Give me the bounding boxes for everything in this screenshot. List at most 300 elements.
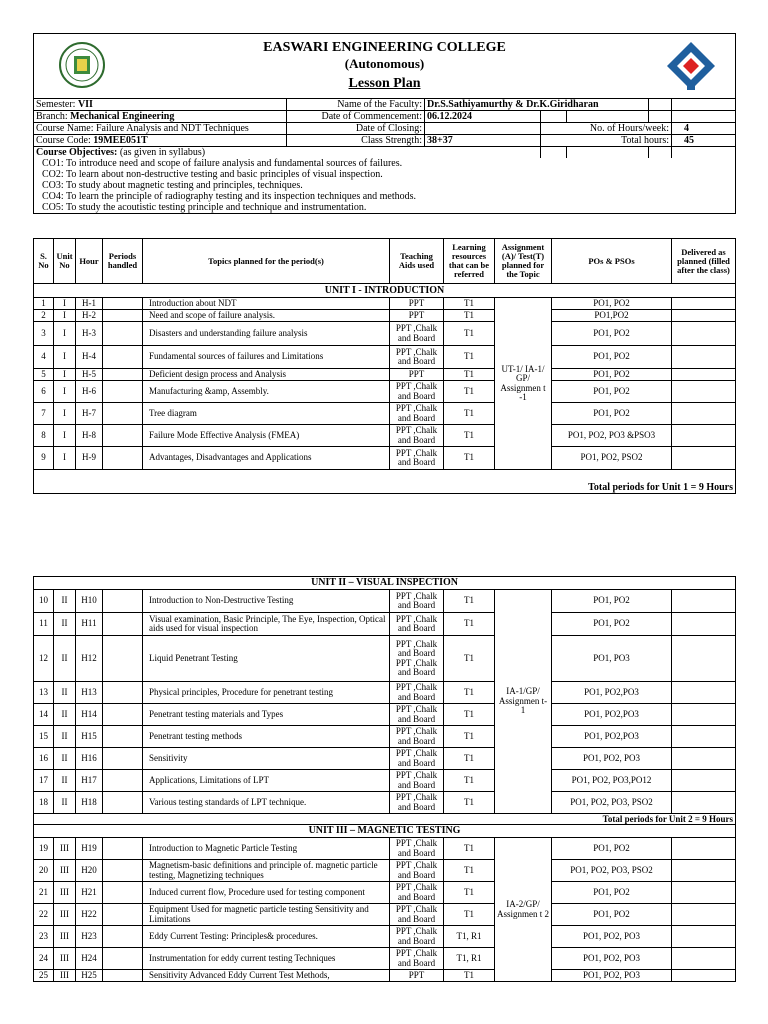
topic-cell: Sensitivity Advanced Eddy Current Test Methods, xyxy=(143,970,390,982)
pos-cell: PO1, PO2, PSO2 xyxy=(552,447,672,470)
sno-cell: 17 xyxy=(34,770,54,792)
table-row xyxy=(34,792,736,814)
pos-cell: PO1, PO2, PO3, PSO2 xyxy=(552,860,672,882)
sno-cell: 24 xyxy=(34,948,54,970)
periods-cell xyxy=(103,860,143,882)
resources-cell: T1 xyxy=(444,748,495,770)
topic-cell: Induced current flow, Procedure used for testing component xyxy=(143,882,390,904)
delivered-cell xyxy=(672,346,736,369)
unit-cell: III xyxy=(54,860,76,882)
unit-cell: II xyxy=(54,636,76,682)
unit-title: UNIT III – MAGNETIC TESTING xyxy=(34,825,736,838)
delivered-cell xyxy=(672,926,736,948)
unit-cell: I xyxy=(54,346,76,369)
resources-cell: T1 xyxy=(444,704,495,726)
table-row xyxy=(34,704,736,726)
table-row xyxy=(34,298,736,310)
hour-cell: H22 xyxy=(76,904,103,926)
table-row xyxy=(34,970,736,982)
aids-cell: PPT ,Chalk and Board xyxy=(390,838,444,860)
table-row xyxy=(34,447,736,470)
table-row xyxy=(34,860,736,882)
unit-cell: II xyxy=(54,704,76,726)
table-row xyxy=(34,403,736,425)
pos-cell: PO1, PO2, PO3, PSO2 xyxy=(552,792,672,814)
table-row xyxy=(34,613,736,636)
aids-cell: PPT ,Chalk and Board xyxy=(390,926,444,948)
topic-cell: Equipment Used for magnetic particle testing Sensitivity and Limitations xyxy=(143,904,390,926)
aids-cell: PPT ,Chalk and Board xyxy=(390,322,444,346)
col-topics: Topics planned for the period(s) xyxy=(143,239,390,284)
delivered-cell xyxy=(672,704,736,726)
sno-cell: 7 xyxy=(34,403,54,425)
col-aids: Teaching Aids used xyxy=(390,239,444,284)
aids-cell: PPT ,Chalk and Board xyxy=(390,770,444,792)
course-info-table xyxy=(33,33,736,214)
table-row xyxy=(34,369,736,381)
periods-cell xyxy=(103,704,143,726)
hour-cell: H12 xyxy=(76,636,103,682)
delivered-cell xyxy=(672,770,736,792)
objective-item: CO5: To study the acoutistic testing principle and technique and instrumentation. xyxy=(34,202,736,214)
resources-cell: T1 xyxy=(444,904,495,926)
resources-cell: T1 xyxy=(444,636,495,682)
topic-cell: Magnetism-basic definitions and principle of. magnetic particle testing, Magnetizing techniques xyxy=(143,860,390,882)
delivered-cell xyxy=(672,322,736,346)
table-row xyxy=(34,948,736,970)
topic-cell: Failure Mode Effective Analysis (FMEA) xyxy=(143,425,390,447)
col-periods: Periods handled xyxy=(103,239,143,284)
resources-cell: T1, R1 xyxy=(444,948,495,970)
branch-cell: Branch: Mechanical Engineering xyxy=(34,111,287,123)
periods-cell xyxy=(103,613,143,636)
hour-cell: H-7 xyxy=(76,403,103,425)
sno-cell: 15 xyxy=(34,726,54,748)
delivered-cell xyxy=(672,682,736,704)
sno-cell: 25 xyxy=(34,970,54,982)
sno-cell: 14 xyxy=(34,704,54,726)
topic-cell: Introduction to Non-Destructive Testing xyxy=(143,590,390,613)
sno-cell: 22 xyxy=(34,904,54,926)
hour-cell: H20 xyxy=(76,860,103,882)
delivered-cell xyxy=(672,860,736,882)
faculty-value: Dr.S.Sathiyamurthy & Dr.K.Giridharan xyxy=(425,99,649,111)
hour-cell: H-9 xyxy=(76,447,103,470)
college-banner xyxy=(34,34,736,99)
hour-cell: H10 xyxy=(76,590,103,613)
total-hours-value: 45 xyxy=(672,135,736,147)
sno-cell: 11 xyxy=(34,613,54,636)
aids-cell: PPT ,Chalk and Board xyxy=(390,904,444,926)
column-header-row xyxy=(34,239,736,284)
unit-cell: I xyxy=(54,447,76,470)
unit-cell: III xyxy=(54,926,76,948)
aids-cell: PPT xyxy=(390,970,444,982)
pos-cell: PO1, PO2 xyxy=(552,369,672,381)
unit-cell: II xyxy=(54,770,76,792)
unit-cell: I xyxy=(54,310,76,322)
topic-cell: Various testing standards of LPT technique. xyxy=(143,792,390,814)
resources-cell: T1 xyxy=(444,590,495,613)
assignment-cell: UT-1/ IA-1/ GP/ Assignmen t -1 xyxy=(495,298,552,470)
topic-cell: Liquid Penetrant Testing xyxy=(143,636,390,682)
table-row xyxy=(34,346,736,369)
unit-cell: III xyxy=(54,882,76,904)
delivered-cell xyxy=(672,590,736,613)
hour-cell: H13 xyxy=(76,682,103,704)
periods-cell xyxy=(103,882,143,904)
resources-cell: T1 xyxy=(444,403,495,425)
periods-cell xyxy=(103,682,143,704)
closing-label: Date of Closing: xyxy=(287,123,425,135)
sno-cell: 10 xyxy=(34,590,54,613)
semester-cell: Semester: VII xyxy=(34,99,287,111)
delivered-cell xyxy=(672,298,736,310)
autonomous-label: (Autonomous) xyxy=(344,55,425,71)
table-row xyxy=(34,926,736,948)
objective-item: CO1: To introduce need and scope of failure analysis and fundamental sources of failures. xyxy=(34,158,736,169)
unit-cell: I xyxy=(54,298,76,310)
topic-cell: Instrumentation for eddy current testing Techniques xyxy=(143,948,390,970)
unit-cell: I xyxy=(54,403,76,425)
aids-cell: PPT xyxy=(390,298,444,310)
objectives-heading: Course Objectives: (as given in syllabus) xyxy=(34,147,541,159)
aids-cell: PPT ,Chalk and Board PPT ,Chalk and Board xyxy=(390,636,444,682)
objective-item: CO2: To learn about non-destructive testing and basic principles of visual inspection. xyxy=(34,169,736,180)
hour-cell: H21 xyxy=(76,882,103,904)
sno-cell: 3 xyxy=(34,322,54,346)
table-row xyxy=(34,838,736,860)
unit-cell: II xyxy=(54,726,76,748)
periods-cell xyxy=(103,369,143,381)
pos-cell: PO1, PO2 xyxy=(552,346,672,369)
pos-cell: PO1, PO2 xyxy=(552,590,672,613)
pos-cell: PO1, PO2 xyxy=(552,322,672,346)
hour-cell: H18 xyxy=(76,792,103,814)
periods-cell xyxy=(103,298,143,310)
hours-week-label: No. of Hours/week: xyxy=(541,123,672,135)
periods-cell xyxy=(103,346,143,369)
delivered-cell xyxy=(672,381,736,403)
college-logo-icon xyxy=(665,40,717,92)
pos-cell: PO1, PO2 xyxy=(552,298,672,310)
col-sno: S. No xyxy=(34,239,54,284)
delivered-cell xyxy=(672,792,736,814)
unit-title: UNIT II – VISUAL INSPECTION xyxy=(34,577,736,590)
hour-cell: H11 xyxy=(76,613,103,636)
pos-cell: PO1, PO2 xyxy=(552,403,672,425)
periods-cell xyxy=(103,403,143,425)
periods-cell xyxy=(103,381,143,403)
topic-cell: Introduction to Magnetic Particle Testing xyxy=(143,838,390,860)
resources-cell: T1 xyxy=(444,770,495,792)
document-title: Lesson Plan xyxy=(348,75,421,91)
sno-cell: 13 xyxy=(34,682,54,704)
col-hour: Hour xyxy=(76,239,103,284)
table-row xyxy=(34,748,736,770)
sno-cell: 20 xyxy=(34,860,54,882)
delivered-cell xyxy=(672,636,736,682)
resources-cell: T1 xyxy=(444,346,495,369)
hour-cell: H25 xyxy=(76,970,103,982)
faculty-label: Name of the Faculty: xyxy=(287,99,425,111)
topic-cell: Disasters and understanding failure analysis xyxy=(143,322,390,346)
table-row xyxy=(34,310,736,322)
topic-cell: Applications, Limitations of LPT xyxy=(143,770,390,792)
resources-cell: T1 xyxy=(444,838,495,860)
hour-cell: H15 xyxy=(76,726,103,748)
hour-cell: H-6 xyxy=(76,381,103,403)
periods-cell xyxy=(103,310,143,322)
pos-cell: PO1, PO2, PO3 xyxy=(552,948,672,970)
hour-cell: H-5 xyxy=(76,369,103,381)
aids-cell: PPT ,Chalk and Board xyxy=(390,613,444,636)
topic-cell: Introduction about NDT xyxy=(143,298,390,310)
sno-cell: 6 xyxy=(34,381,54,403)
hours-week-value: 4 xyxy=(672,123,736,135)
topic-cell: Eddy Current Testing: Principles& procedures. xyxy=(143,926,390,948)
topic-cell: Advantages, Disadvantages and Applications xyxy=(143,447,390,470)
table-row xyxy=(34,636,736,682)
sno-cell: 16 xyxy=(34,748,54,770)
aids-cell: PPT ,Chalk and Board xyxy=(390,704,444,726)
delivered-cell xyxy=(672,882,736,904)
topic-cell: Need and scope of failure analysis. xyxy=(143,310,390,322)
delivered-cell xyxy=(672,748,736,770)
resources-cell: T1 xyxy=(444,882,495,904)
periods-cell xyxy=(103,590,143,613)
closing-value xyxy=(425,123,541,135)
pos-cell: PO1, PO2,PO3 xyxy=(552,682,672,704)
periods-cell xyxy=(103,770,143,792)
pos-cell: PO1, PO2 xyxy=(552,838,672,860)
hour-cell: H-3 xyxy=(76,322,103,346)
resources-cell: T1 xyxy=(444,425,495,447)
col-unit: Unit No xyxy=(54,239,76,284)
delivered-cell xyxy=(672,838,736,860)
objective-item: CO3: To study about magnetic testing and principles, techniques. xyxy=(34,180,736,191)
pos-cell: PO1, PO2 xyxy=(552,882,672,904)
pos-cell: PO1, PO2, PO3 &PSO3 xyxy=(552,425,672,447)
unit-cell: III xyxy=(54,948,76,970)
aids-cell: PPT ,Chalk and Board xyxy=(390,792,444,814)
unit-cell: II xyxy=(54,613,76,636)
hour-cell: H-4 xyxy=(76,346,103,369)
col-pos: POs & PSOs xyxy=(552,239,672,284)
aids-cell: PPT ,Chalk and Board xyxy=(390,403,444,425)
resources-cell: T1 xyxy=(444,369,495,381)
resources-cell: T1 xyxy=(444,298,495,310)
table-row xyxy=(34,682,736,704)
aids-cell: PPT ,Chalk and Board xyxy=(390,425,444,447)
col-resources: Learning resources that can be referred xyxy=(444,239,495,284)
resources-cell: T1 xyxy=(444,613,495,636)
periods-cell xyxy=(103,726,143,748)
resources-cell: T1, R1 xyxy=(444,926,495,948)
commencement-value: 06.12.2024 xyxy=(425,111,541,123)
unit-cell: III xyxy=(54,904,76,926)
sno-cell: 12 xyxy=(34,636,54,682)
table-row xyxy=(34,381,736,403)
sno-cell: 18 xyxy=(34,792,54,814)
periods-cell xyxy=(103,748,143,770)
topic-cell: Penetrant testing materials and Types xyxy=(143,704,390,726)
table-row xyxy=(34,770,736,792)
col-assignment: Assignment (A)/ Test(T) planned for the Topic xyxy=(495,239,552,284)
sno-cell: 23 xyxy=(34,926,54,948)
college-name: EASWARI ENGINEERING COLLEGE xyxy=(263,39,506,55)
pos-cell: PO1, PO2 xyxy=(552,381,672,403)
aids-cell: PPT ,Chalk and Board xyxy=(390,748,444,770)
topic-cell: Penetrant testing methods xyxy=(143,726,390,748)
topic-cell: Manufacturing &amp, Assembly. xyxy=(143,381,390,403)
hour-cell: H19 xyxy=(76,838,103,860)
delivered-cell xyxy=(672,726,736,748)
resources-cell: T1 xyxy=(444,860,495,882)
college-seal-icon xyxy=(58,41,106,89)
course-code-cell: Course Code: 19MEE051T xyxy=(34,135,287,147)
aids-cell: PPT ,Chalk and Board xyxy=(390,346,444,369)
unit-1-plan-table xyxy=(33,238,736,494)
unit-2-3-plan-table xyxy=(33,576,736,982)
unit-cell: III xyxy=(54,838,76,860)
resources-cell: T1 xyxy=(444,970,495,982)
periods-cell xyxy=(103,636,143,682)
table-row xyxy=(34,726,736,748)
delivered-cell xyxy=(672,904,736,926)
aids-cell: PPT ,Chalk and Board xyxy=(390,447,444,470)
unit-cell: I xyxy=(54,369,76,381)
delivered-cell xyxy=(672,948,736,970)
aids-cell: PPT ,Chalk and Board xyxy=(390,590,444,613)
strength-label: Class Strength: xyxy=(287,135,425,147)
sno-cell: 2 xyxy=(34,310,54,322)
periods-cell xyxy=(103,447,143,470)
table-row xyxy=(34,882,736,904)
table-row xyxy=(34,590,736,613)
pos-cell: PO1, PO2,PO3 xyxy=(552,704,672,726)
periods-cell xyxy=(103,904,143,926)
topic-cell: Visual examination, Basic Principle, The Eye, Inspection, Optical aids used for visual inspection xyxy=(143,613,390,636)
sno-cell: 19 xyxy=(34,838,54,860)
assignment-cell: IA-1/GP/ Assignmen t-1 xyxy=(495,590,552,814)
periods-cell xyxy=(103,792,143,814)
unit-cell: I xyxy=(54,381,76,403)
sno-cell: 5 xyxy=(34,369,54,381)
pos-cell: PO1, PO2 xyxy=(552,613,672,636)
sno-cell: 9 xyxy=(34,447,54,470)
unit-total: Total periods for Unit 1 = 9 Hours xyxy=(34,470,736,494)
aids-cell: PPT xyxy=(390,310,444,322)
aids-cell: PPT ,Chalk and Board xyxy=(390,882,444,904)
topic-cell: Physical principles, Procedure for penetrant testing xyxy=(143,682,390,704)
unit-total: Total periods for Unit 2 = 9 Hours xyxy=(34,814,736,825)
delivered-cell xyxy=(672,970,736,982)
topic-cell: Fundamental sources of failures and Limitations xyxy=(143,346,390,369)
unit-cell: II xyxy=(54,748,76,770)
periods-cell xyxy=(103,970,143,982)
aids-cell: PPT ,Chalk and Board xyxy=(390,860,444,882)
delivered-cell xyxy=(672,447,736,470)
table-row xyxy=(34,425,736,447)
assignment-cell: IA-2/GP/ Assignmen t 2 xyxy=(495,838,552,982)
hour-cell: H14 xyxy=(76,704,103,726)
periods-cell xyxy=(103,926,143,948)
resources-cell: T1 xyxy=(444,381,495,403)
unit-cell: II xyxy=(54,792,76,814)
commencement-label: Date of Commencement: xyxy=(287,111,425,123)
course-name-cell: Course Name: Failure Analysis and NDT Techniques xyxy=(34,123,287,135)
hour-cell: H-8 xyxy=(76,425,103,447)
resources-cell: T1 xyxy=(444,682,495,704)
resources-cell: T1 xyxy=(444,726,495,748)
resources-cell: T1 xyxy=(444,310,495,322)
sno-cell: 21 xyxy=(34,882,54,904)
aids-cell: PPT ,Chalk and Board xyxy=(390,381,444,403)
sno-cell: 1 xyxy=(34,298,54,310)
aids-cell: PPT ,Chalk and Board xyxy=(390,726,444,748)
topic-cell: Tree diagram xyxy=(143,403,390,425)
pos-cell: PO1,PO2 xyxy=(552,310,672,322)
unit-cell: III xyxy=(54,970,76,982)
topic-cell: Deficient design process and Analysis xyxy=(143,369,390,381)
periods-cell xyxy=(103,838,143,860)
aids-cell: PPT ,Chalk and Board xyxy=(390,948,444,970)
hour-cell: H17 xyxy=(76,770,103,792)
periods-cell xyxy=(103,425,143,447)
resources-cell: T1 xyxy=(444,447,495,470)
hour-cell: H23 xyxy=(76,926,103,948)
pos-cell: PO1, PO2, PO3,PO12 xyxy=(552,770,672,792)
total-hours-label: Total hours: xyxy=(541,135,672,147)
aids-cell: PPT ,Chalk and Board xyxy=(390,682,444,704)
sno-cell: 4 xyxy=(34,346,54,369)
unit-cell: II xyxy=(54,682,76,704)
table-row xyxy=(34,904,736,926)
sno-cell: 8 xyxy=(34,425,54,447)
periods-cell xyxy=(103,322,143,346)
unit-cell: I xyxy=(54,322,76,346)
delivered-cell xyxy=(672,613,736,636)
delivered-cell xyxy=(672,403,736,425)
pos-cell: PO1, PO3 xyxy=(552,636,672,682)
hour-cell: H-2 xyxy=(76,310,103,322)
hour-cell: H24 xyxy=(76,948,103,970)
pos-cell: PO1, PO2, PO3 xyxy=(552,970,672,982)
objective-item: CO4: To learn the principle of radiography testing and its inspection techniques and methods. xyxy=(34,191,736,202)
delivered-cell xyxy=(672,369,736,381)
delivered-cell xyxy=(672,425,736,447)
unit-cell: I xyxy=(54,425,76,447)
topic-cell: Sensitivity xyxy=(143,748,390,770)
delivered-cell xyxy=(672,310,736,322)
periods-cell xyxy=(103,948,143,970)
table-row xyxy=(34,322,736,346)
strength-value: 38+37 xyxy=(425,135,541,147)
aids-cell: PPT xyxy=(390,369,444,381)
pos-cell: PO1, PO2, PO3 xyxy=(552,748,672,770)
resources-cell: T1 xyxy=(444,792,495,814)
hour-cell: H16 xyxy=(76,748,103,770)
unit-title: UNIT I - INTRODUCTION xyxy=(34,284,736,298)
pos-cell: PO1, PO2 xyxy=(552,904,672,926)
pos-cell: PO1, PO2, PO3 xyxy=(552,926,672,948)
resources-cell: T1 xyxy=(444,322,495,346)
unit-cell: II xyxy=(54,590,76,613)
col-delivered: Delivered as planned (filled after the class) xyxy=(672,239,736,284)
hour-cell: H-1 xyxy=(76,298,103,310)
pos-cell: PO1, PO2,PO3 xyxy=(552,726,672,748)
